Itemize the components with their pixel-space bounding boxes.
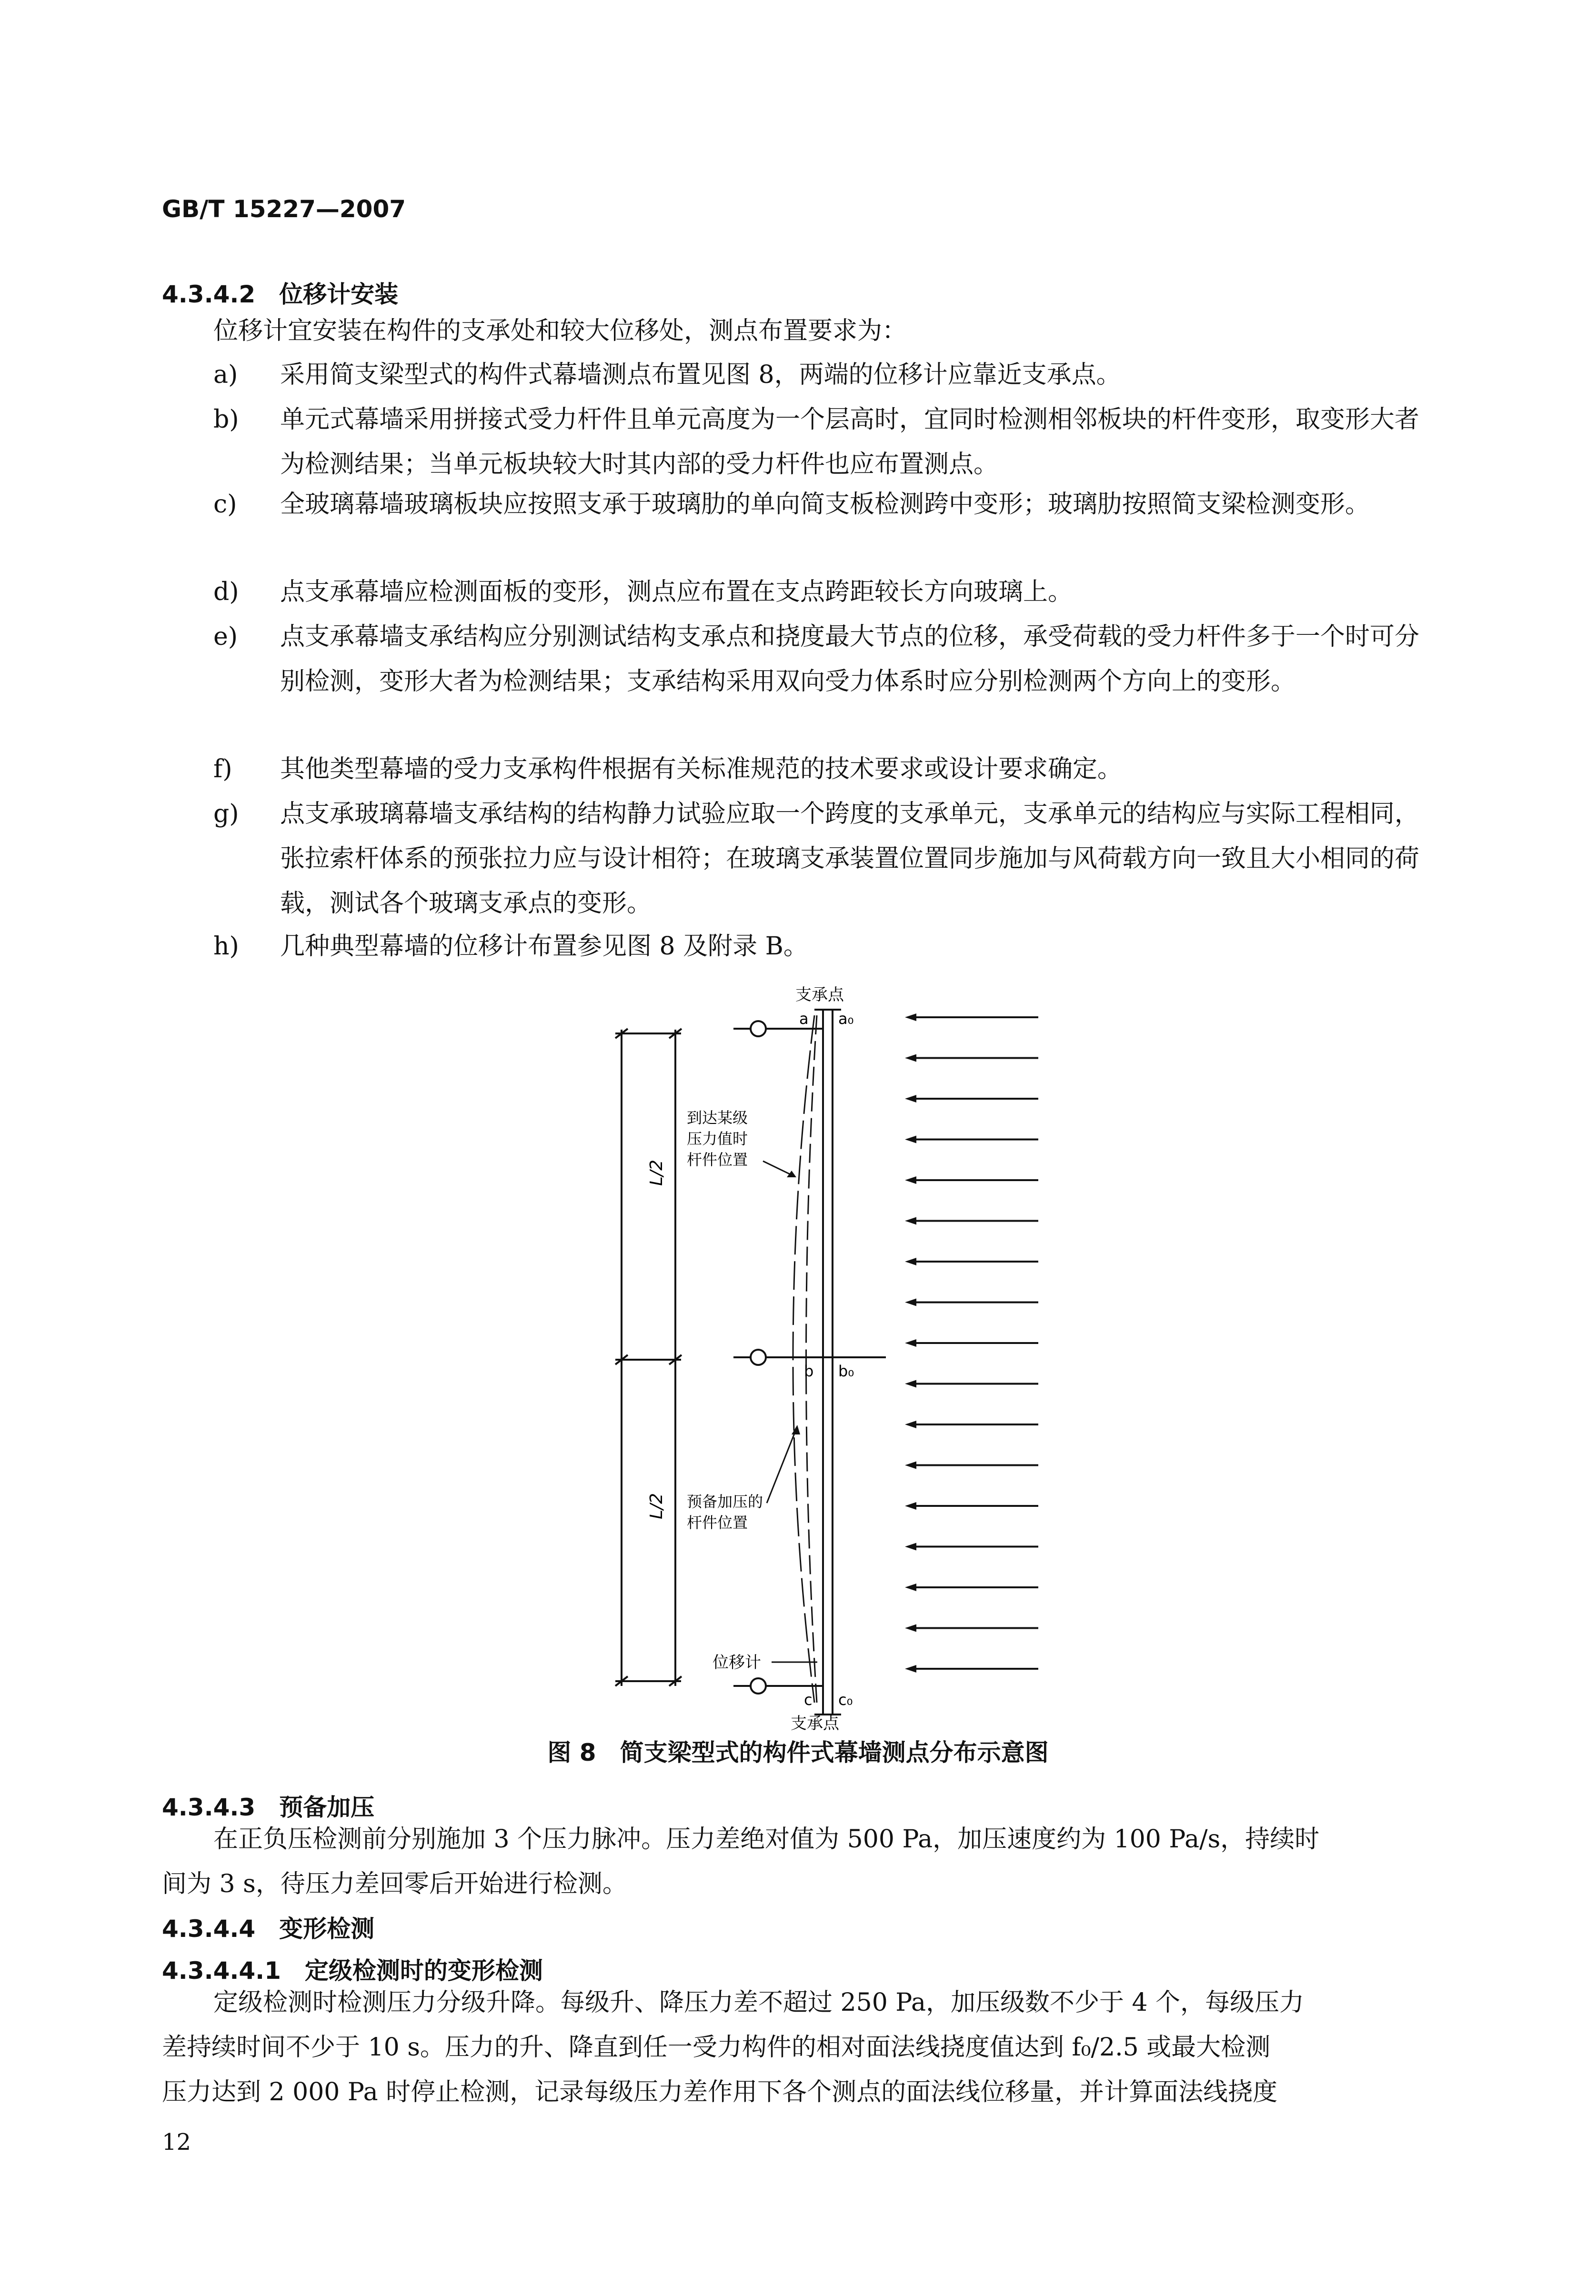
paragraph-deformation-1: 定级检测时检测压力分级升降。每级升、降压力差不超过 250 Pa，加压级数不少于 4 个，每级压力 <box>213 1988 1305 2017</box>
wind-arrow-head <box>905 1299 916 1306</box>
wind-arrow-head <box>905 1462 916 1469</box>
preload-position-curve <box>806 1015 817 1703</box>
page-number: 12 <box>162 2129 191 2156</box>
list-item-g <box>213 792 1442 926</box>
list-item-f <box>213 747 1442 792</box>
heading-4-3-4-4: 4.3.4.4 变形检测 <box>162 1915 375 1943</box>
preload-note-leader <box>767 1429 796 1503</box>
displacement-gauge-a <box>751 1021 766 1036</box>
figure-8-diagram <box>572 972 1076 1734</box>
list-text: 几种典型幕墙的位移计布置参见图 8 及附录 B。 <box>280 932 808 961</box>
point-b-label: b <box>804 1362 814 1380</box>
point-c0-label: c₀ <box>838 1691 853 1709</box>
gauge-label: 位移计 <box>713 1653 761 1672</box>
list-item-d <box>213 570 1442 614</box>
displacement-gauge-b <box>751 1350 766 1365</box>
list-label: g) <box>213 800 239 828</box>
displacement-gauge-c <box>751 1678 766 1694</box>
member-bar <box>814 1010 841 1714</box>
wind-arrow-head <box>905 1584 916 1591</box>
list-label: b) <box>213 405 239 434</box>
list-text: 采用简支梁型式的构件式幕墙测点布置见图 8，两端的位移计应靠近支承点。 <box>280 361 1121 389</box>
heading-4-3-4-2: 4.3.4.2 位移计安装 <box>162 281 399 308</box>
wind-arrow-head <box>905 1054 916 1062</box>
list-text: 点支承玻璃幕墙支承结构的结构静力试验应取一个跨度的支承单元，支承单元的结构应与实际工程相同，张拉索杆体系的预张拉力应与设计相符；在玻璃支承装置位置同步施加与风荷载方向一致且大小相同的荷载，测试各个玻璃支承点的变形。 <box>280 800 1420 918</box>
support-label-bottom: 支承点 <box>791 1714 839 1733</box>
list-label: a) <box>213 361 238 389</box>
list-item-e <box>213 614 1442 704</box>
list-label: c) <box>213 490 237 519</box>
figure-caption: 图 8 简支梁型式的构件式幕墙测点分布示意图 <box>547 1739 1049 1766</box>
wind-arrow-head <box>905 1095 916 1103</box>
wind-arrow-head <box>905 1136 916 1143</box>
paragraph-deformation-2: 差持续时间不少于 10 s。压力的升、降直到任一受力构件的相对面法线挠度值达到 f₀/2.5 或最大检测 <box>162 2033 1271 2062</box>
paragraph-intro: 位移计宜安装在构件的支承处和较大位移处，测点布置要求为： <box>213 317 907 345</box>
wind-arrow-head <box>905 1339 916 1347</box>
preload-position-note: 预备加压的 杆件位置 <box>687 1493 763 1532</box>
pressure-position-note: 到达某级 压力值时 杆件位置 <box>687 1109 748 1169</box>
support-label-top: 支承点 <box>795 985 844 1004</box>
paragraph-preload-1: 在正负压检测前分别施加 3 个压力脉冲。压力差绝对值为 500 Pa，加压速度约为 100 Pa/s，持续时 <box>213 1825 1320 1854</box>
paragraph-deformation-3: 压力达到 2 000 Pa 时停止检测，记录每级压力差作用下各个测点的面法线位移量，并计算面法线挠度 <box>162 2078 1278 2106</box>
list-label: h) <box>213 932 239 961</box>
list-label: d) <box>213 578 239 606</box>
point-c-label: c <box>804 1691 813 1709</box>
list-item-c <box>213 482 1442 527</box>
wind-arrow-head <box>905 1665 916 1673</box>
list-text: 点支承幕墙应检测面板的变形，测点应布置在支点跨距较长方向玻璃上。 <box>280 578 1073 606</box>
list-label: f) <box>213 755 232 783</box>
wind-arrow-head <box>905 1624 916 1632</box>
wind-arrow-head <box>905 1176 916 1184</box>
list-item-b <box>213 397 1442 487</box>
wind-arrow-head <box>905 1502 916 1510</box>
wind-arrow-head <box>905 1543 916 1551</box>
wind-load-arrows <box>905 1013 1038 1673</box>
list-text: 其他类型幕墙的受力支承构件根据有关标准规范的技术要求或设计要求确定。 <box>280 755 1123 783</box>
standard-code: GB/T 15227—2007 <box>162 195 406 223</box>
wind-arrow-head <box>905 1380 916 1388</box>
list-text: 单元式幕墙采用拼接式受力杆件且单元高度为一个层高时，宜同时检测相邻板块的杆件变形，取变形大者为检测结果；当单元板块较大时其内部的受力杆件也应布置测点。 <box>280 405 1420 479</box>
list-item-h <box>213 924 1442 969</box>
list-item-a <box>213 352 1442 397</box>
wind-arrow-head <box>905 1258 916 1265</box>
point-b0-label: b₀ <box>838 1362 854 1380</box>
list-text: 点支承幕墙支承结构应分别测试结构支承点和挠度最大节点的位移，承受荷载的受力杆件多于一个时可分别检测，变形大者为检测结果；支承结构采用双向受力体系时应分别检测两个方向上的变形。 <box>280 622 1420 696</box>
wind-arrow-head <box>905 1013 916 1021</box>
paragraph-preload-2: 间为 3 s，待压力差回零后开始进行检测。 <box>162 1870 627 1898</box>
wind-arrow-head <box>905 1421 916 1428</box>
list-text: 全玻璃幕墙玻璃板块应按照支承于玻璃肋的单向简支板检测跨中变形；玻璃肋按照简支梁检测变形。 <box>280 490 1370 519</box>
wind-arrow-head <box>905 1217 916 1225</box>
half-span-label-top: L/2 <box>647 1159 666 1186</box>
list-label: e) <box>213 622 238 651</box>
point-a0-label: a₀ <box>838 1010 854 1028</box>
heading-4-3-4-4-1: 4.3.4.4.1 定级检测时的变形检测 <box>162 1957 543 1985</box>
heading-4-3-4-3: 4.3.4.3 预备加压 <box>162 1794 375 1821</box>
half-span-label-bottom: L/2 <box>647 1493 666 1519</box>
point-a-label: a <box>799 1010 809 1028</box>
